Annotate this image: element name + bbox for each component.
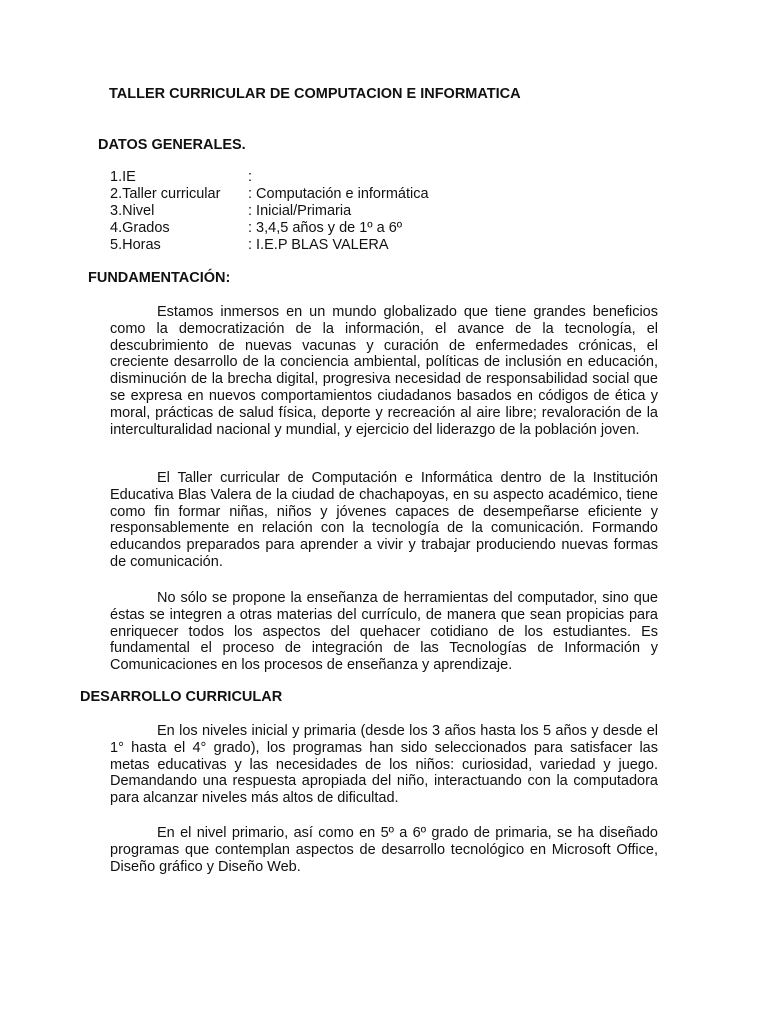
desarrollo-curricular-heading: DESARROLLO CURRICULAR (80, 689, 283, 705)
datos-generales-list (110, 169, 429, 254)
datos-label: 1.IE (110, 169, 136, 185)
datos-row-ie (110, 169, 429, 186)
datos-row-nivel (110, 203, 429, 220)
datos-value: : 3,4,5 años y de 1º a 6º (248, 220, 403, 236)
datos-label: 2.Taller curricular (110, 186, 221, 202)
datos-value: : I.E.P BLAS VALERA (248, 237, 389, 253)
datos-label: 4.Grados (110, 220, 170, 236)
fundamentacion-paragraph-1: Estamos inmersos en un mundo globalizado que tiene grandes beneficios como la democratización de la información, el avance de la tecnología, el descubrimiento de nuevas vacunas y curación de enfermedades crónicas, el creciente desarrollo de la conciencia ambiental, políticas de inclusión en educación, disminución de la brecha digital, progresiva necesidad de responsabilidad social que se expresa en nuevos comportamientos ciudadanos basados en códigos de ética y moral, prácticas de salud física, deporte y recreación al aire libre; revaloración de la interculturalidad nacional y mundial, y ejercicio del liderazgo de la población joven. (110, 304, 658, 438)
datos-value: : Inicial/Primaria (248, 203, 352, 219)
datos-value: : Computación e informática (248, 186, 429, 202)
datos-row-grados (110, 220, 429, 237)
datos-row-taller (110, 186, 429, 203)
datos-generales-heading: DATOS GENERALES. (98, 137, 246, 153)
datos-value: : (248, 169, 253, 185)
fundamentacion-paragraph-2: El Taller curricular de Computación e Informática dentro de la Institución Educativa Blas Valera de la ciudad de chachapoyas, en su aspecto académico, tiene como fin formar niñas, niños y jóvenes capaces de desempeñarse eficiente y responsablemente en relación con la tecnología de la comunicación. Formando educandos preparados para aprender a vivir y trabajar produciendo nuevas formas de comunicación. (110, 470, 658, 570)
desarrollo-paragraph-1: En los niveles inicial y primaria (desde los 3 años hasta los 5 años y desde el 1° hasta el 4° grado), los programas han sido seleccionados para satisfacer las metas educativas y las necesidades de los niños: curiosidad, variedad y juego. Demandando una respuesta apropiada del niño, interactuando con la computadora para alcanzar niveles más altos de dificultad. (110, 723, 658, 807)
fundamentacion-paragraph-3: No sólo se propone la enseñanza de herramientas del computador, sino que éstas se integren a otras materias del currículo, de manera que sean propicias para enriquecer todos los aspectos del quehacer cotidiano de los estudiantes. Es fundamental el proceso de integración de las Tecnologías de Información y Comunicaciones en los procesos de enseñanza y aprendizaje. (110, 590, 658, 674)
datos-label: 5.Horas (110, 237, 161, 253)
datos-label: 3.Nivel (110, 203, 155, 219)
fundamentacion-heading: FUNDAMENTACIÓN: (88, 270, 231, 286)
document-title: TALLER CURRICULAR DE COMPUTACION E INFORMATICA (109, 86, 521, 102)
datos-row-horas (110, 237, 429, 254)
desarrollo-paragraph-2: En el nivel primario, así como en 5º a 6º grado de primaria, se ha diseñado programas que contemplan aspectos de desarrollo tecnológico en Microsoft Office, Diseño gráfico y Diseño Web. (110, 825, 658, 875)
